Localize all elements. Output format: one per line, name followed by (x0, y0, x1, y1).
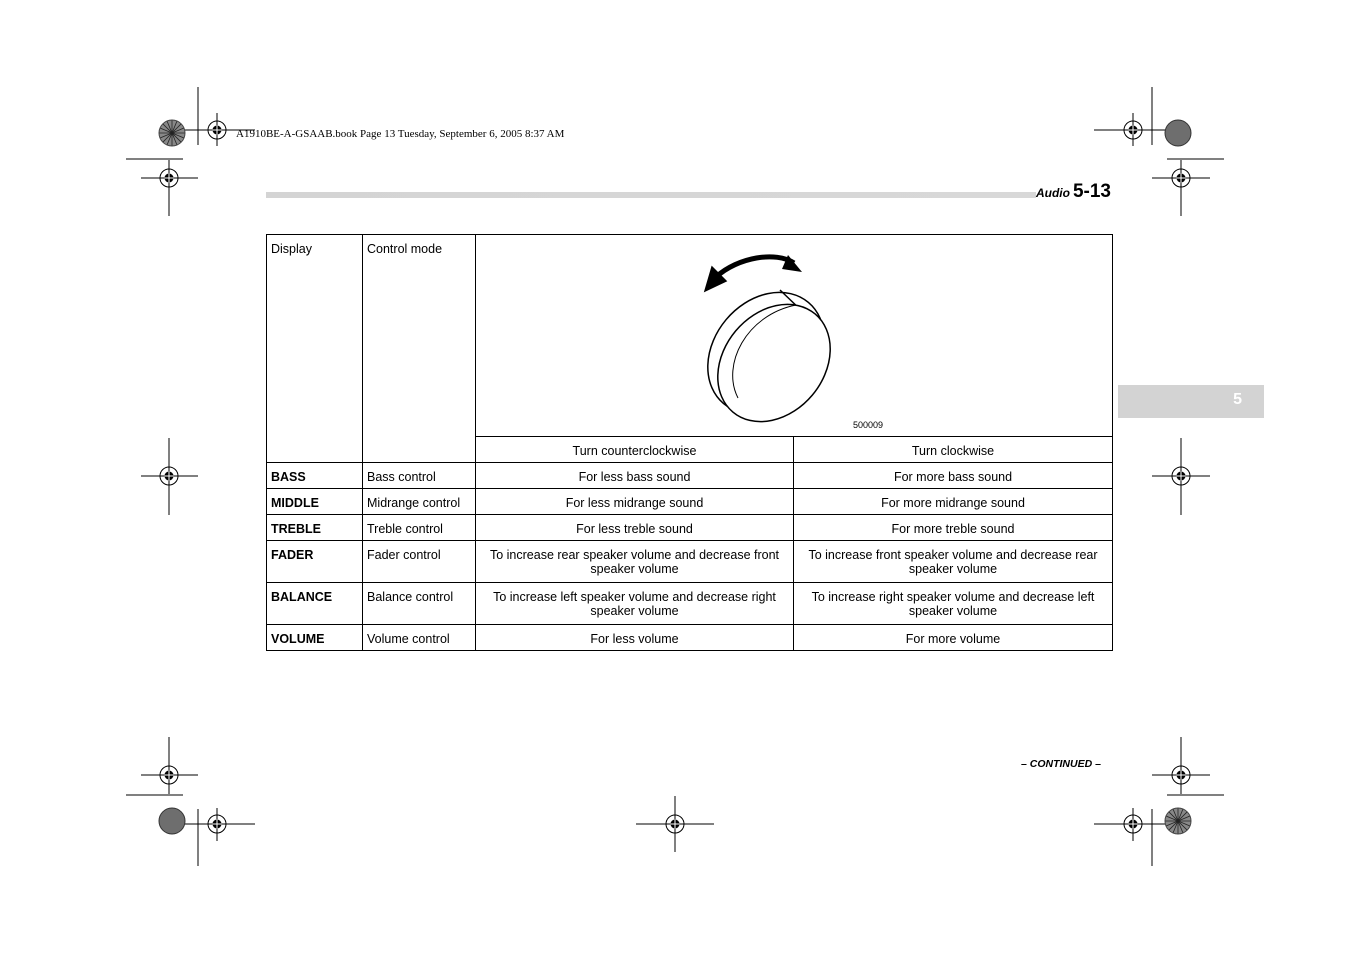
column-header-counterclockwise: Turn counterclockwise (476, 437, 794, 463)
counterclockwise-effect: For less midrange sound (476, 489, 794, 515)
table-row (267, 583, 1113, 625)
clockwise-effect: For more midrange sound (794, 489, 1113, 515)
column-header-control-mode: Control mode (363, 235, 476, 463)
page-header (1036, 181, 1111, 203)
counterclockwise-effect: For less bass sound (476, 463, 794, 489)
clockwise-effect: To increase right speaker volume and decrease left speaker volume (794, 583, 1113, 625)
control-mode: Volume control (363, 625, 476, 651)
rotary-knob-icon (476, 235, 1112, 436)
display-label: BASS (267, 463, 363, 489)
clockwise-effect: To increase front speaker volume and decrease rear speaker volume (794, 541, 1113, 583)
display-label: FADER (267, 541, 363, 583)
clockwise-effect: For more volume (794, 625, 1113, 651)
table-row (267, 463, 1113, 489)
clockwise-effect: For more treble sound (794, 515, 1113, 541)
page-number: 5-13 (1072, 181, 1111, 202)
column-header-display: Display (267, 235, 363, 463)
control-mode: Balance control (363, 583, 476, 625)
figure-code: 500009 (853, 420, 884, 430)
audio-control-table (266, 234, 1113, 651)
table-header-figure-row (267, 235, 1113, 437)
chapter-tab: 5 (1118, 385, 1264, 418)
control-mode: Fader control (363, 541, 476, 583)
display-label: VOLUME (267, 625, 363, 651)
clockwise-effect: For more bass sound (794, 463, 1113, 489)
table-row (267, 489, 1113, 515)
control-mode: Bass control (363, 463, 476, 489)
display-label: MIDDLE (267, 489, 363, 515)
display-label: BALANCE (267, 583, 363, 625)
control-mode: Midrange control (363, 489, 476, 515)
section-title: Audio (1035, 186, 1070, 200)
counterclockwise-effect: To increase rear speaker volume and decrease front speaker volume (476, 541, 794, 583)
print-header: A1910BE-A-GSAAB.book Page 13 Tuesday, September 6, 2005 8:37 AM (236, 128, 565, 140)
knob-figure-cell (476, 235, 1113, 437)
display-label: TREBLE (267, 515, 363, 541)
column-header-clockwise: Turn clockwise (794, 437, 1113, 463)
table-row (267, 515, 1113, 541)
control-mode: Treble control (363, 515, 476, 541)
counterclockwise-effect: For less treble sound (476, 515, 794, 541)
continued-note: – CONTINUED – (1021, 758, 1101, 770)
header-rule (266, 192, 1036, 198)
counterclockwise-effect: To increase left speaker volume and decrease right speaker volume (476, 583, 794, 625)
table-row (267, 541, 1113, 583)
table-row (267, 625, 1113, 651)
counterclockwise-effect: For less volume (476, 625, 794, 651)
